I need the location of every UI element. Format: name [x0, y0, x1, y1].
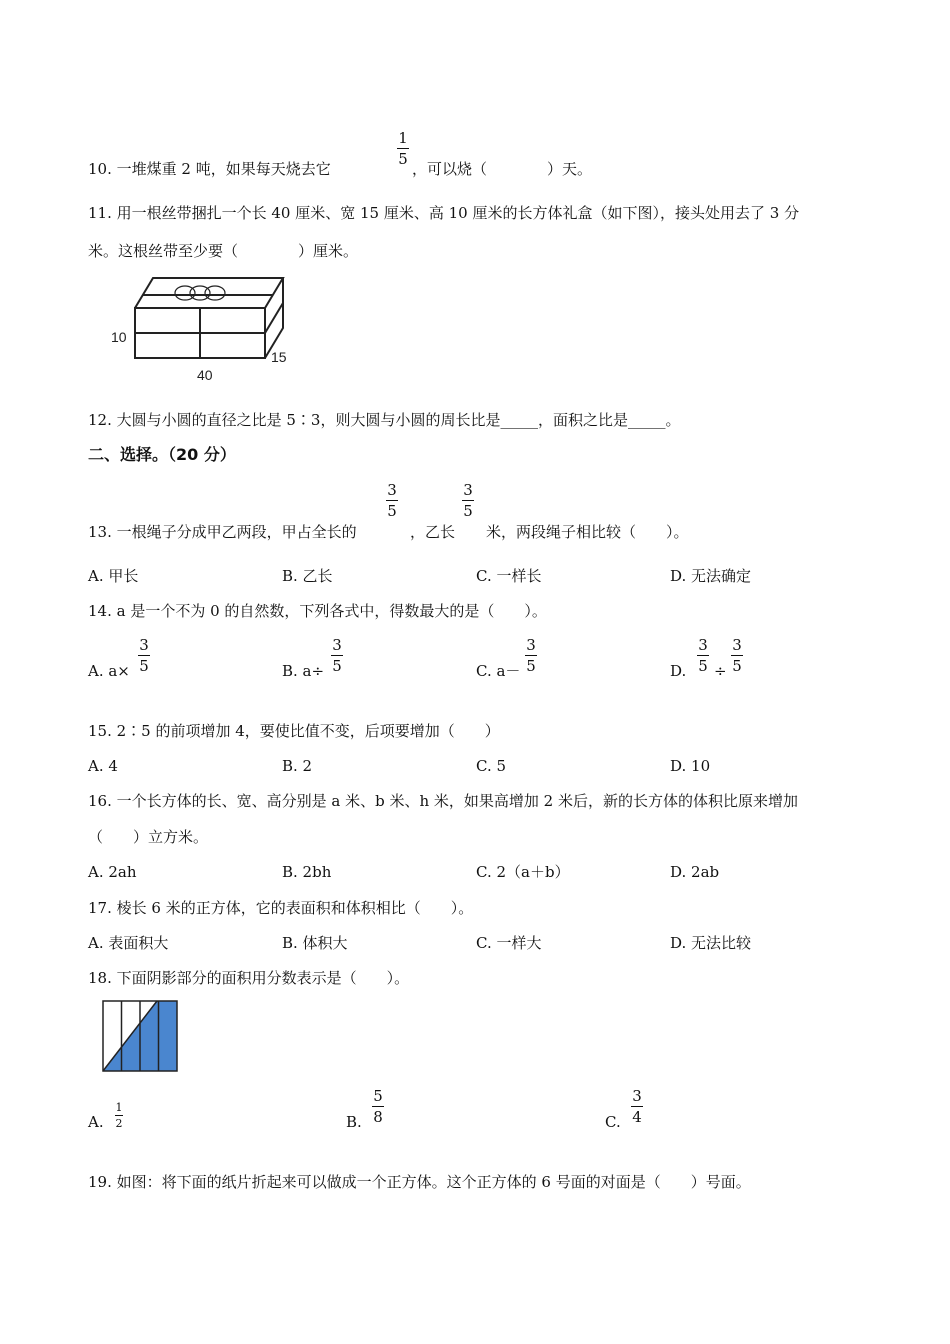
q18-text: 18. 下面阴影部分的面积用分数表示是（ ）。 — [88, 969, 410, 987]
q18-a-fraction: 1 2 — [115, 1101, 123, 1130]
gift-box-figure — [105, 270, 305, 385]
q14-b-fraction: 3 5 — [332, 636, 342, 675]
fig-label-width: 15 — [271, 349, 287, 365]
q14-text: 14. a 是一个不为 0 的自然数，下列各式中，得数最大的是（ ）。 — [88, 602, 547, 620]
q18-b-fraction: 5 8 — [373, 1087, 383, 1126]
q17-option-c[interactable]: C. 一样大 — [476, 934, 542, 952]
q17-option-a[interactable]: A. 表面积大 — [88, 934, 169, 952]
q17-option-b[interactable]: B. 体积大 — [282, 934, 348, 952]
q14-option-d[interactable]: D. — [670, 662, 687, 680]
q16-option-c[interactable]: C. 2（a＋b） — [476, 863, 570, 881]
q11-line2: 米。这根丝带至少要（ ）厘米。 — [88, 242, 359, 260]
q14-option-a[interactable]: A. a× — [88, 662, 130, 680]
q13-option-c[interactable]: C. 一样长 — [476, 567, 542, 585]
q14-d-fraction-2: 3 5 — [732, 636, 742, 675]
q13-text: 13. 一根绳子分成甲乙两段，甲占全长的 — [88, 523, 357, 541]
q15-option-c[interactable]: C. 5 — [476, 757, 507, 775]
q13-fraction-2: 3 5 — [463, 481, 473, 520]
q13-option-a[interactable]: A. 甲长 — [88, 567, 139, 585]
q18-option-a[interactable]: A. — [88, 1113, 104, 1131]
q16-option-a[interactable]: A. 2ah — [88, 863, 137, 881]
q16-option-d[interactable]: D. 2ab — [670, 863, 720, 881]
q13-option-b[interactable]: B. 乙长 — [282, 567, 333, 585]
q15-option-d[interactable]: D. 10 — [670, 757, 711, 775]
q17-text: 17. 棱长 6 米的正方体，它的表面积和体积相比（ ）。 — [88, 899, 474, 917]
q15-text: 15. 2∶5 的前项增加 4，要使比值不变，后项要增加（ ） — [88, 722, 500, 740]
q10-text-end: ，可以烧（ ）天。 — [412, 160, 593, 178]
section-title: 二、选择。（20 分） — [88, 445, 236, 464]
q16-line2: （ ）立方米。 — [88, 828, 209, 846]
q16-line1: 16. 一个长方体的长、宽、高分别是 a 米、b 米、h 米，如果高增加 2 米后，新的长方体的体积比原来增加 — [88, 792, 798, 810]
shaded-rectangle-figure — [100, 1000, 180, 1074]
q14-option-c[interactable]: C. a－ — [476, 662, 521, 680]
fig-label-length: 40 — [197, 367, 213, 383]
q14-option-b[interactable]: B. a÷ — [282, 662, 325, 680]
q10-text: 10. 一堆煤重 2 吨，如果每天烧去它 — [88, 160, 331, 178]
q13-fraction-1: 3 5 — [387, 481, 397, 520]
q15-option-b[interactable]: B. 2 — [282, 757, 313, 775]
q11-line1: 11. 用一根丝带捆扎一个长 40 厘米、宽 15 厘米、高 10 厘米的长方体礼盒（如下图），接头处用去了 3 分 — [88, 204, 800, 222]
q10-fraction: 1 5 — [398, 129, 408, 168]
q16-option-b[interactable]: B. 2bh — [282, 863, 332, 881]
q17-option-d[interactable]: D. 无法比较 — [670, 934, 752, 952]
q15-option-a[interactable]: A. 4 — [88, 757, 118, 775]
q18-option-c[interactable]: C. — [605, 1113, 621, 1131]
q19-text: 19. 如图：将下面的纸片折起来可以做成一个正方体。这个正方体的 6 号面的对面是（ ）号面。 — [88, 1173, 751, 1191]
q18-option-b[interactable]: B. — [346, 1113, 362, 1131]
q18-c-fraction: 3 4 — [632, 1087, 642, 1126]
fig-label-height: 10 — [111, 329, 127, 345]
q13-text-3: 米，两段绳子相比较（ ）。 — [486, 523, 689, 541]
q12-text: 12. 大圆与小圆的直径之比是 5∶3，则大圆与小圆的周长比是_____，面积之比是_____。 — [88, 411, 681, 429]
q14-a-fraction: 3 5 — [139, 636, 149, 675]
q13-text-2: ，乙长 — [410, 523, 456, 541]
q14-c-fraction: 3 5 — [526, 636, 536, 675]
q14-d-operator: ÷ — [714, 662, 727, 680]
q13-option-d[interactable]: D. 无法确定 — [670, 567, 752, 585]
q14-d-fraction-1: 3 5 — [698, 636, 708, 675]
